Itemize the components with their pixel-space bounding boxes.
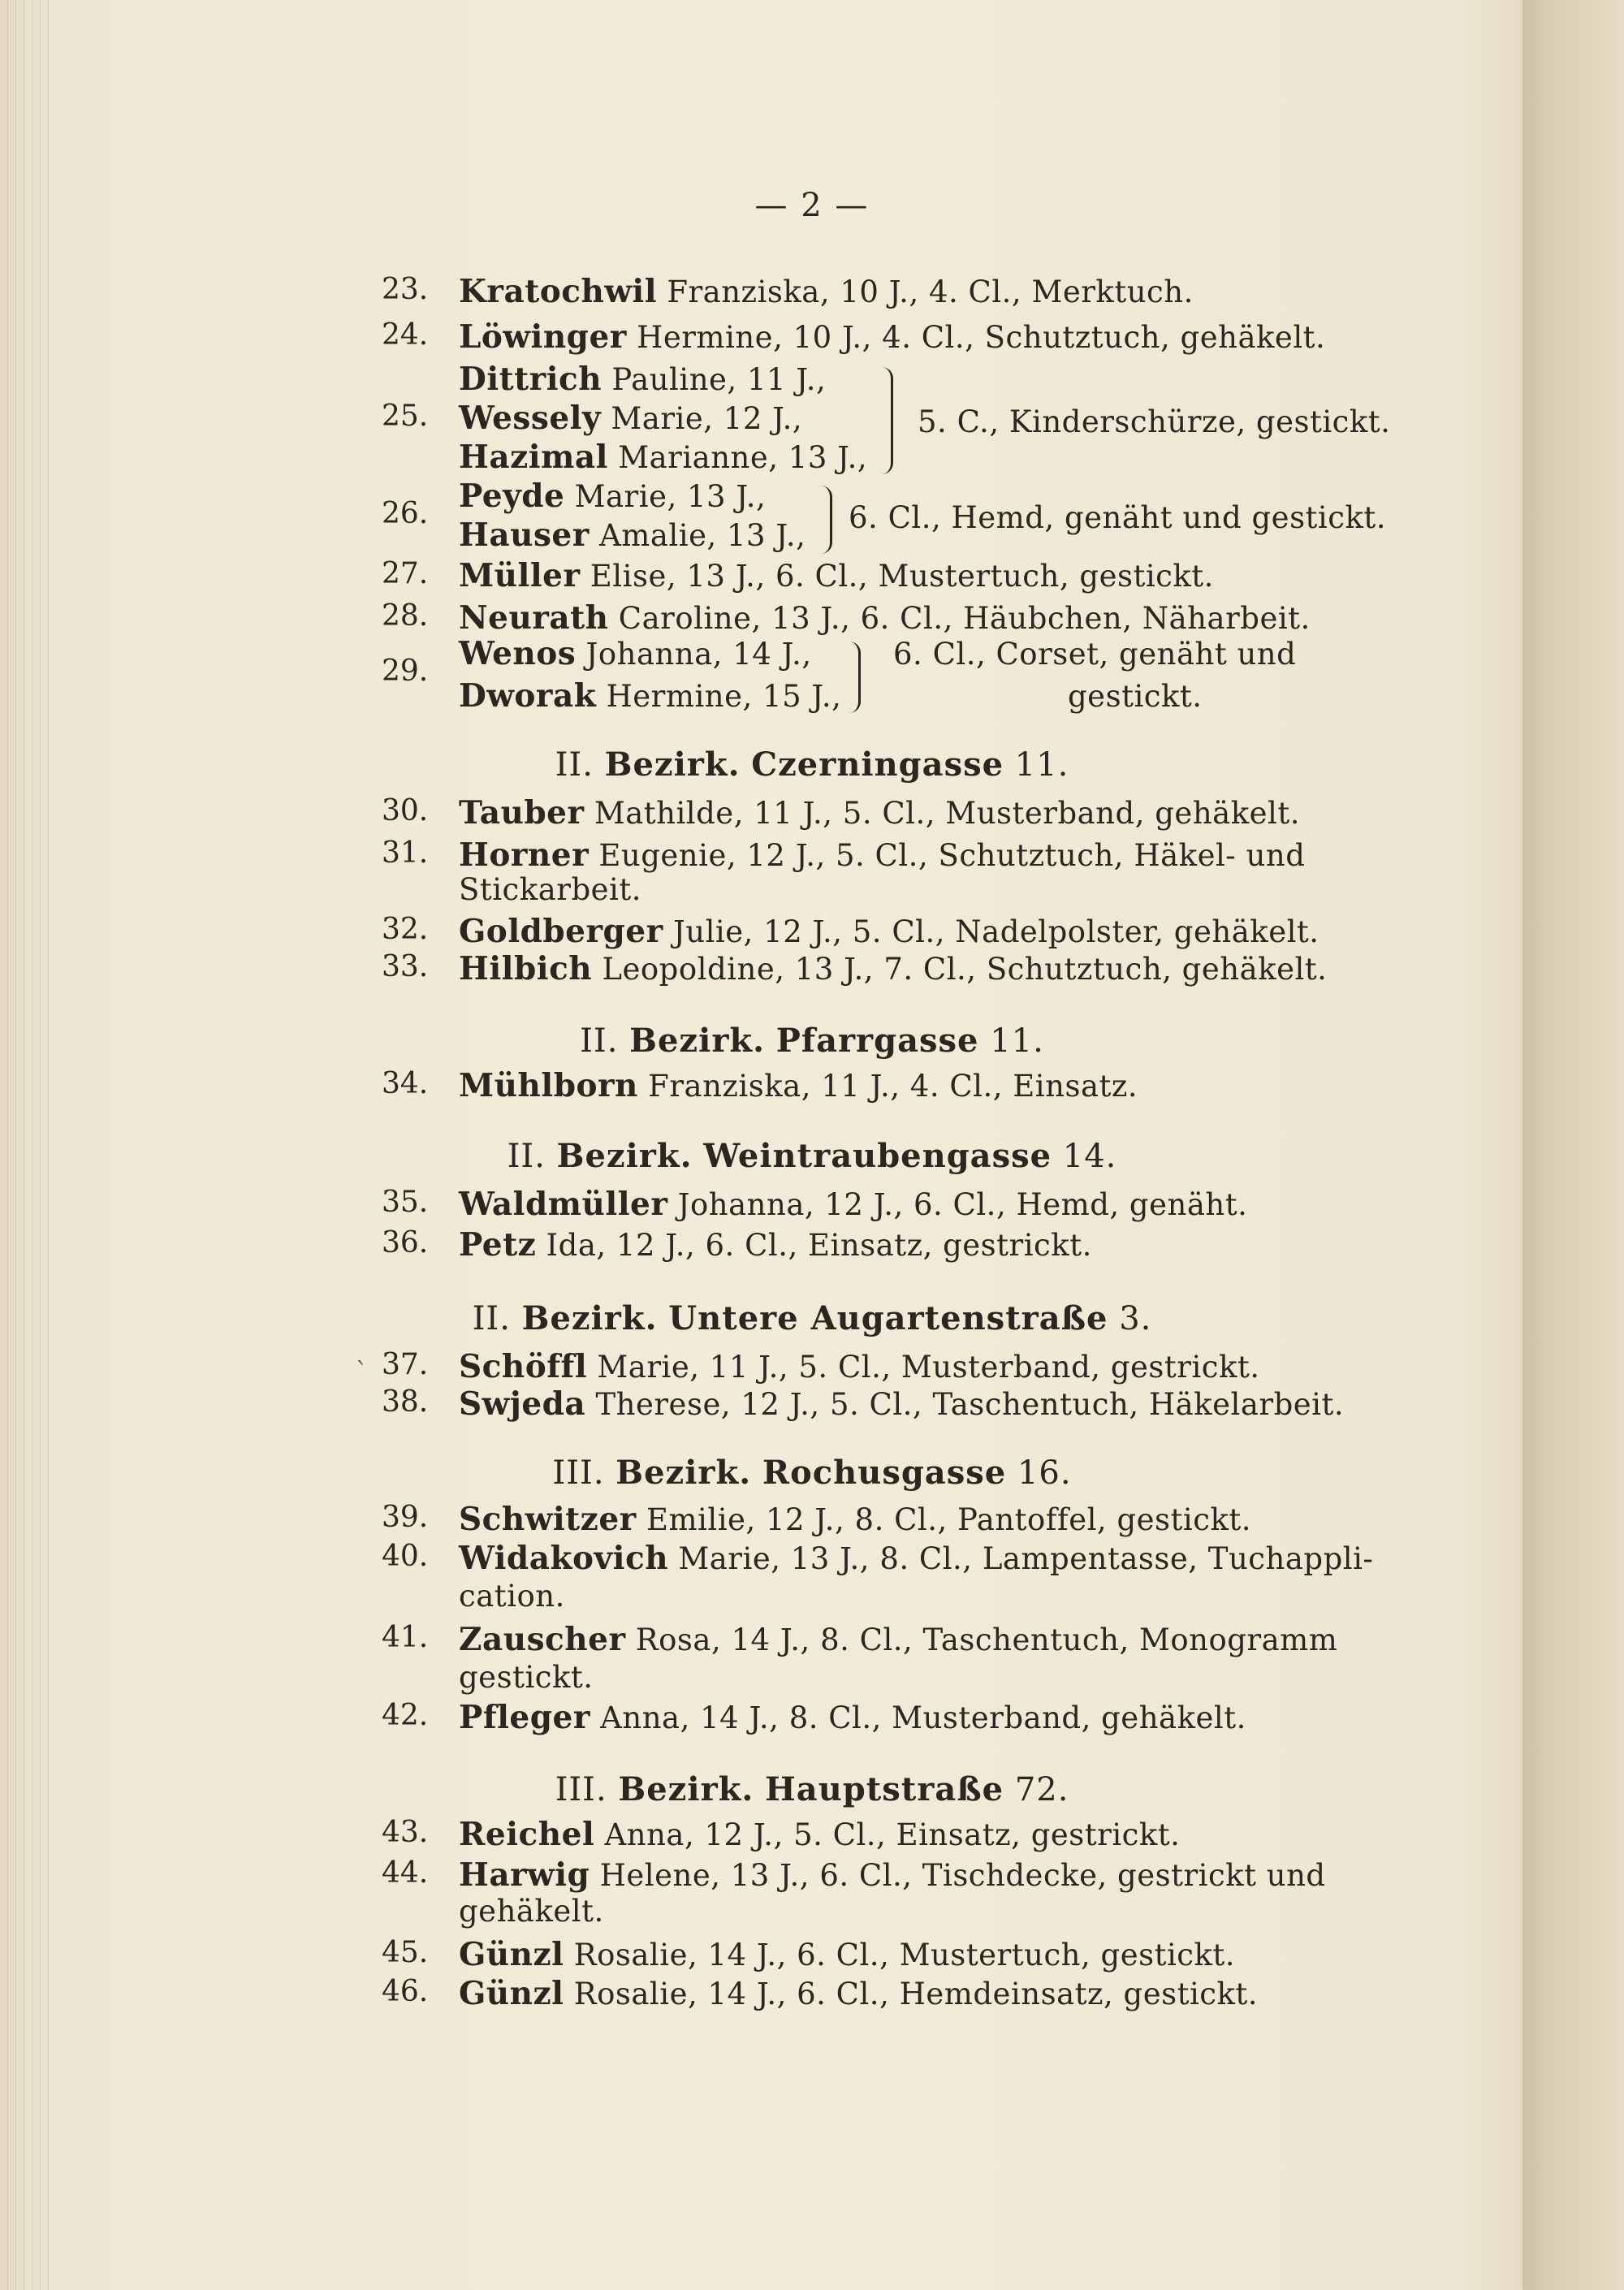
section-heading: II. Bezirk. Untere Augartenstraße 3. <box>472 1299 1152 1337</box>
entry-name: Dworak <box>459 677 597 715</box>
entry-number: 42. <box>382 1699 429 1732</box>
entry-details: Helene, 13 J., 6. Cl., Tischdecke, gestrickt und <box>599 1858 1326 1893</box>
entry-name: Hazimal <box>459 439 608 476</box>
entry-number: 41. <box>382 1621 429 1654</box>
entry-name: Peyde <box>459 477 565 515</box>
entry-number: 35. <box>382 1186 429 1219</box>
section-heading: III. Bezirk. Hauptstraße 72. <box>555 1770 1069 1808</box>
entry-details: Eugenie, 12 J., 5. Cl., Schutztuch, Häkel- und <box>598 838 1306 873</box>
entry-number: 39. <box>382 1501 429 1534</box>
entry-number: 25. <box>382 400 429 433</box>
entry-name: Tauber <box>459 794 585 832</box>
entry-details: Anna, 12 J., 5. Cl., Einsatz, gestrickt. <box>604 1817 1181 1852</box>
entry-name: Günzl <box>459 1975 564 2012</box>
entry-details: Franziska, 10 J., 4. Cl., Merktuch. <box>667 274 1194 309</box>
entry-details: Julie, 12 J., 5. Cl., Nadelpolster, gehäkelt. <box>672 914 1320 949</box>
entry-number: 43. <box>382 1816 429 1849</box>
brace-icon <box>812 486 832 554</box>
entry-details: Amalie, 13 J., <box>599 518 806 553</box>
entry-details: Pauline, 11 J., <box>611 362 827 397</box>
section-heading: II. Bezirk. Czerningasse 11. <box>555 745 1069 784</box>
entry-details: Therese, 12 J., 5. Cl., Taschentuch, Häkelarbeit. <box>595 1387 1345 1422</box>
entry-name: Neurath <box>459 599 609 637</box>
entry-number: 45. <box>382 1936 429 1969</box>
entry-details: Hermine, 15 J., <box>606 679 842 714</box>
entry-number: 37. <box>382 1348 429 1381</box>
entry-name: Dittrich <box>459 361 603 398</box>
entry-name: Harwig <box>459 1856 590 1894</box>
entry-number: 40. <box>382 1540 429 1573</box>
entry-details: Marie, 11 J., 5. Cl., Musterband, gestrickt. <box>597 1350 1260 1385</box>
entry-number: 38. <box>382 1385 429 1419</box>
entry-name: Wessely <box>459 400 602 437</box>
entry-name: Petz <box>459 1226 537 1264</box>
entry-name: Kratochwil <box>459 273 658 310</box>
entry-number: 29. <box>382 655 429 688</box>
entry-name: Pfleger <box>459 1699 590 1736</box>
entry-name: Schöffl <box>459 1348 588 1385</box>
entry-name: Zauscher <box>459 1621 626 1658</box>
brace-icon <box>840 642 861 713</box>
entry-details: Emilie, 12 J., 8. Cl., Pantoffel, gestickt. <box>646 1502 1251 1537</box>
entry-name: Hauser <box>459 516 590 554</box>
entry-name: Löwinger <box>459 318 627 356</box>
page-number: — 2 — <box>754 187 870 224</box>
entry-number: 24. <box>382 318 429 352</box>
section-heading: II. Bezirk. Pfarrgasse 11. <box>580 1022 1044 1060</box>
entry-details: Marie, 13 J., 8. Cl., Lampentasse, Tuchappli- <box>678 1541 1374 1576</box>
entry-name: Hilbich <box>459 950 593 987</box>
entry-details: Franziska, 11 J., 4. Cl., Einsatz. <box>648 1069 1138 1104</box>
group-details: 5. C., Kinderschürze, gestickt. <box>918 404 1391 439</box>
entry-number: 26. <box>382 497 429 530</box>
entry-number: 34. <box>382 1067 429 1100</box>
brace-icon <box>873 367 893 474</box>
section-heading: II. Bezirk. Weintraubengasse 14. <box>507 1137 1117 1175</box>
entry-name: Reichel <box>459 1816 595 1853</box>
entry-number: 36. <box>382 1226 429 1260</box>
group-details: 6. Cl., Corset, genäht und <box>893 637 1297 672</box>
entry-details: Rosalie, 14 J., 6. Cl., Mustertuch, gestickt. <box>573 1938 1236 1972</box>
entry-details: Marianne, 13 J., <box>618 440 868 475</box>
entry-details: Ida, 12 J., 6. Cl., Einsatz, gestrickt. <box>546 1228 1092 1263</box>
entry-number: 30. <box>382 794 429 827</box>
entry-name: Widakovich <box>459 1540 669 1577</box>
entry-name: Swjeda <box>459 1385 586 1423</box>
entry-number: 31. <box>382 836 429 870</box>
entry-name: Wenos <box>459 635 577 672</box>
entry-details: Rosa, 14 J., 8. Cl., Taschentuch, Monogramm <box>635 1622 1338 1657</box>
entry-name: Waldmüller <box>459 1186 668 1223</box>
entry-details: Leopoldine, 13 J., 7. Cl., Schutztuch, gehäkelt. <box>602 952 1328 987</box>
entry-details: Johanna, 12 J., 6. Cl., Hemd, genäht. <box>677 1187 1248 1222</box>
entry-details: Caroline, 13 J., 6. Cl., Häubchen, Näharbeit. <box>618 601 1311 636</box>
entry-number: 23. <box>382 273 429 306</box>
entry-details: Marie, 13 J., <box>574 479 767 514</box>
entry-name: Goldberger <box>459 913 663 950</box>
entry-number: 27. <box>382 557 429 590</box>
entry-name: Mühlborn <box>459 1067 638 1104</box>
entry-name: Schwitzer <box>459 1501 637 1538</box>
entry-number: 33. <box>382 950 429 983</box>
entry-number: 46. <box>382 1975 429 2008</box>
group-details: 6. Cl., Hemd, genäht und gestickt. <box>849 500 1387 535</box>
entry-details: Anna, 14 J., 8. Cl., Musterband, gehäkelt. <box>600 1700 1246 1735</box>
entry-name: Horner <box>459 836 590 874</box>
entry-details: Hermine, 10 J., 4. Cl., Schutztuch, gehäkelt. <box>637 320 1326 355</box>
entry-details: Mathilde, 11 J., 5. Cl., Musterband, gehäkelt. <box>594 796 1300 831</box>
entry-number: 44. <box>382 1856 429 1890</box>
section-heading: III. Bezirk. Rochusgasse 16. <box>552 1454 1072 1492</box>
entry-details: Elise, 13 J., 6. Cl., Mustertuch, gestickt. <box>590 559 1214 594</box>
entry-details: Johanna, 14 J., <box>585 637 812 672</box>
entry-details: Rosalie, 14 J., 6. Cl., Hemdeinsatz, gestickt. <box>573 1977 1259 2011</box>
entry-details: Marie, 12 J., <box>611 401 803 436</box>
entry-number: 32. <box>382 913 429 946</box>
group-details-cont: gestickt. <box>1068 679 1203 714</box>
entry-name: Müller <box>459 557 581 594</box>
margin-mark: ` <box>356 1358 368 1386</box>
entry-number: 28. <box>382 599 429 633</box>
entry-name: Günzl <box>459 1936 564 1973</box>
